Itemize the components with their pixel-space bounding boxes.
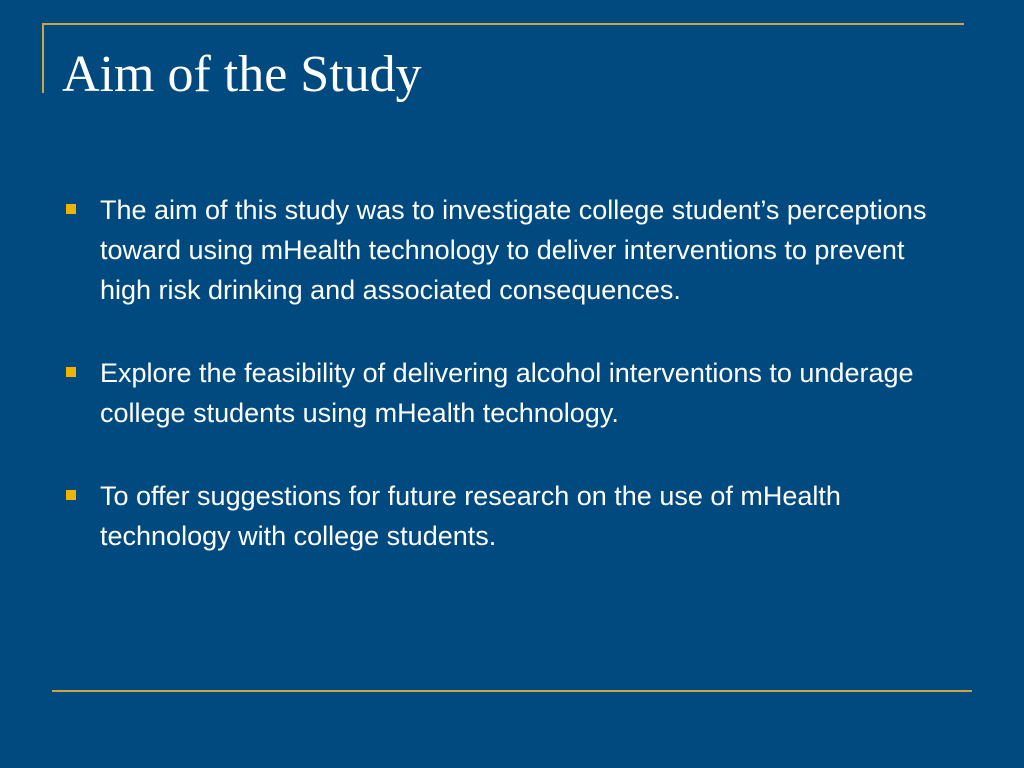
square-bullet-icon (66, 490, 76, 500)
bullet-item-3 (62, 476, 962, 556)
bottom-divider (52, 690, 972, 692)
square-bullet-icon (66, 367, 76, 377)
bullet-list (62, 190, 962, 599)
bullet-item-2 (62, 353, 962, 433)
slide-title: Aim of the Study (62, 46, 422, 103)
square-bullet-icon (66, 204, 76, 214)
bullet-item-1 (62, 190, 962, 310)
bullet-text-2: Explore the feasibility of delivering alcohol interventions to underage college students using mHealth technology. (100, 358, 914, 428)
bullet-text-3: To offer suggestions for future research on the use of mHealth technology with college students. (100, 481, 841, 551)
bullet-text-1: The aim of this study was to investigate college student’s perceptions toward using mHealth technology to deliver interventions to prevent high risk drinking and associated consequences. (100, 195, 927, 305)
